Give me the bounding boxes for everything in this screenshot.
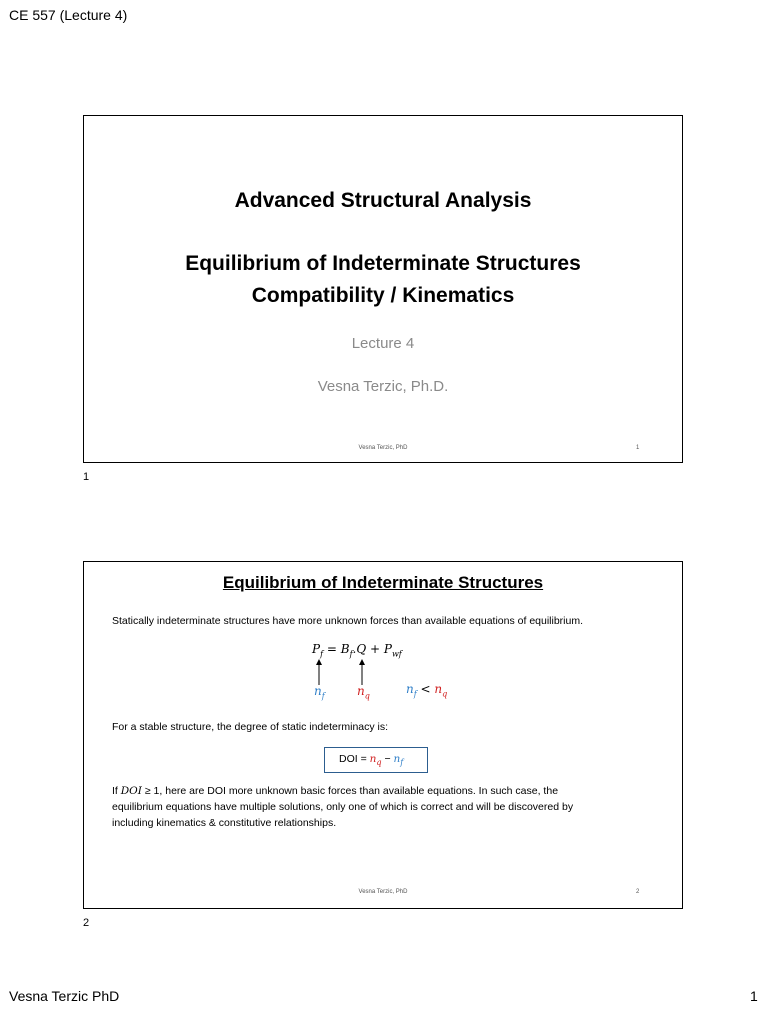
slide-2	[83, 561, 683, 909]
inequality: $n_f < n_q$	[406, 682, 448, 699]
slide-title: Advanced Structural Analysis	[234, 189, 532, 212]
slide-1-number: 1	[83, 471, 90, 483]
slide-footer-author: Vesna Terzic, PhD	[358, 445, 408, 451]
equilibrium-equation: $P_f = B_f.Q + P_{wf}$	[312, 642, 402, 659]
slide-subtitle-2: Compatibility / Kinematics	[251, 284, 515, 307]
slide-footer-number: 1	[636, 445, 640, 451]
doi-box: DOI = $n_q - n_f$	[324, 747, 428, 773]
slide-footer-number: 2	[636, 889, 640, 895]
nq-label: $n_q$	[357, 684, 370, 701]
slide-title: Equilibrium of Indeterminate Structures	[222, 573, 544, 592]
up-arrow-icon	[314, 659, 324, 685]
slide-1	[83, 115, 683, 463]
slide-footer-author: Vesna Terzic, PhD	[358, 889, 408, 895]
stable-text: For a stable structure, the degree of static indeterminacy is:	[112, 721, 389, 733]
slide-subtitle-1: Equilibrium of Indeterminate Structures	[185, 252, 581, 275]
page-number: 1	[750, 988, 758, 1004]
doi-paragraph: If DOI ≥ 1, here are DOI more unknown basic forces than available equations. In such case, the equilibrium equations have multiple solutions, only one of which is correct and will be discovered by including kinematics & constitutive relationships.	[112, 785, 574, 829]
page-footer-author: Vesna Terzic PhD	[9, 988, 120, 1004]
nf-label: $n_f$	[314, 684, 325, 701]
intro-text: Statically indeterminate structures have more unknown forces than available equations of equilibrium.	[112, 615, 584, 627]
slide-2-number: 2	[83, 917, 90, 929]
page-header: CE 557 (Lecture 4)	[9, 7, 128, 23]
up-arrow-icon	[357, 659, 367, 685]
author-label: Vesna Terzic, Ph.D.	[317, 378, 449, 395]
lecture-label: Lecture 4	[351, 335, 415, 352]
